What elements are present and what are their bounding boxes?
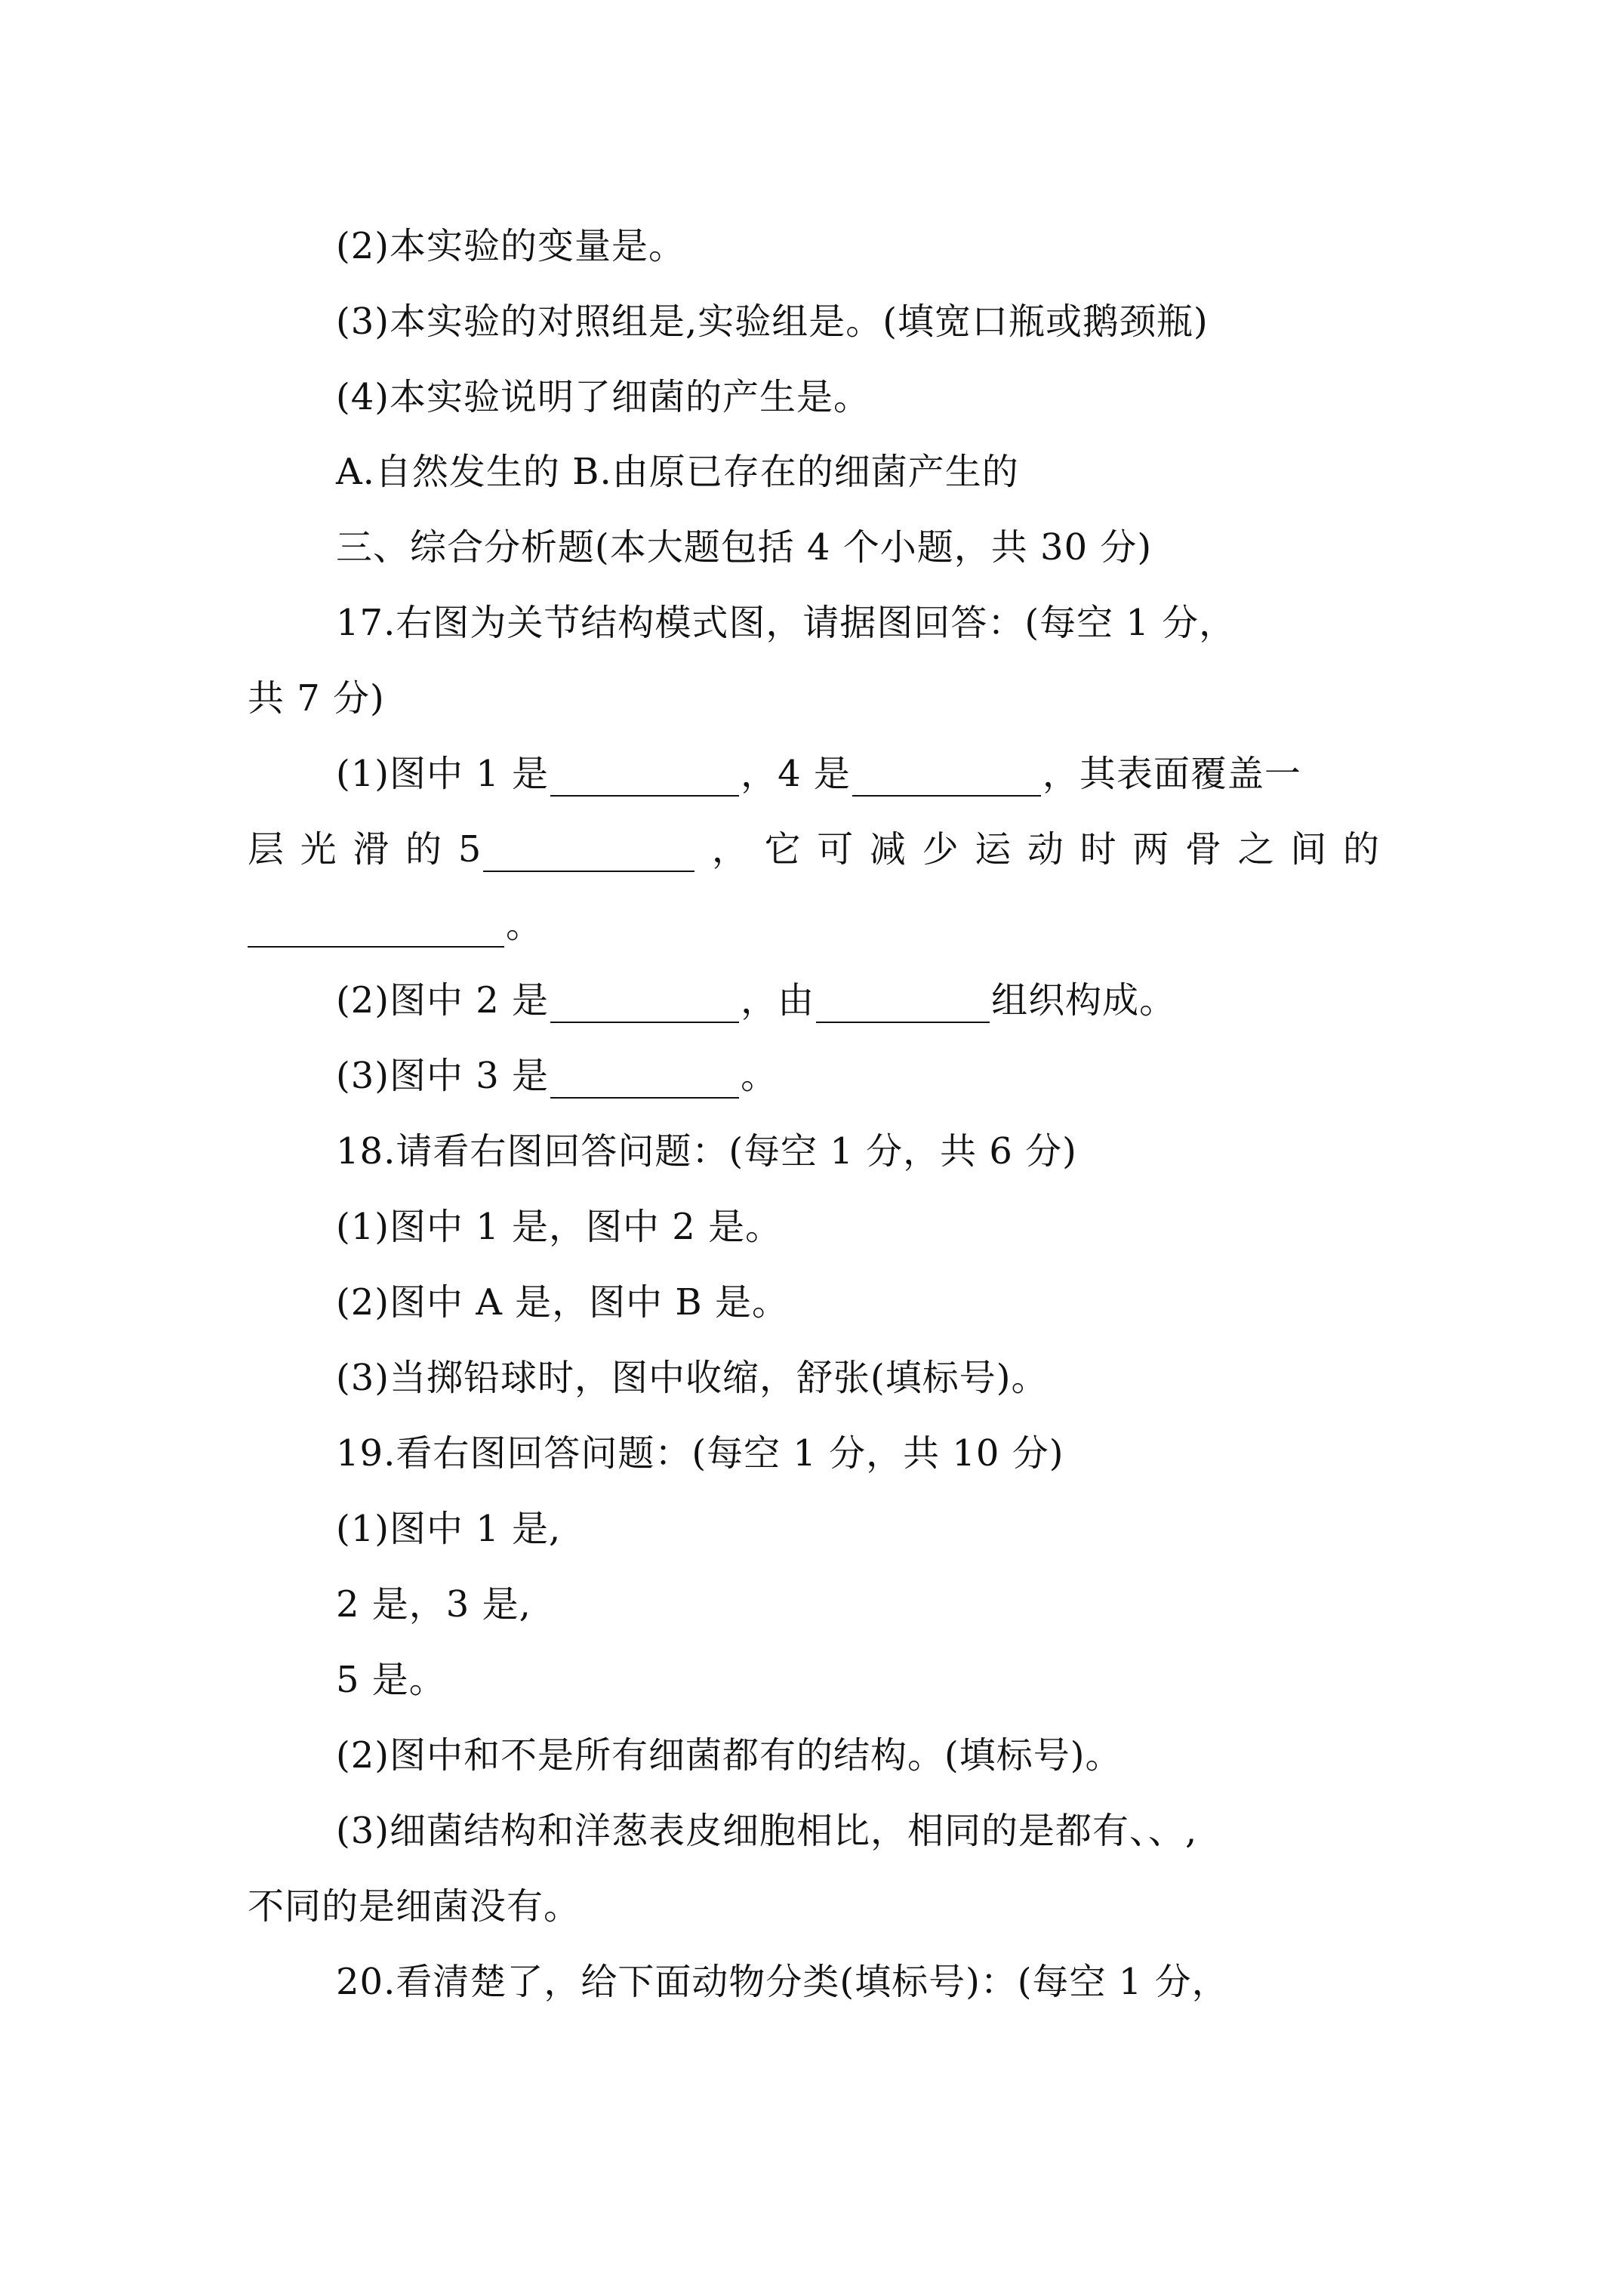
question-18-2: (2)图中 A 是，图中 B 是。 bbox=[336, 1281, 789, 1324]
question-17-3 bbox=[336, 1053, 778, 1099]
q17-1-char: 少 bbox=[922, 828, 959, 871]
q17-1-char: 运 bbox=[975, 828, 1012, 871]
q17-1-char: 时 bbox=[1079, 828, 1117, 871]
q17-1-char: 的 bbox=[405, 828, 443, 871]
question-17-1-line1 bbox=[336, 751, 1301, 797]
q17-1-end: 。 bbox=[506, 904, 544, 946]
q17-1-char: 之 bbox=[1237, 828, 1275, 871]
question-19-1-a: (1)图中 1 是, bbox=[336, 1508, 562, 1550]
q17-1-text-a: (1)图中 1 是 bbox=[336, 753, 550, 795]
question-19-1-b: 2 是，3 是, bbox=[336, 1583, 531, 1626]
question-19-1-c: 5 是。 bbox=[336, 1659, 446, 1701]
question-17-2 bbox=[336, 978, 1176, 1023]
q17-1-char: 减 bbox=[869, 828, 907, 871]
q17-1-char: 动 bbox=[1027, 828, 1064, 871]
question-18-1: (1)图中 1 是，图中 2 是。 bbox=[336, 1206, 783, 1248]
answer-blank-17-1-c[interactable] bbox=[483, 836, 694, 872]
q17-1-char: ， bbox=[711, 828, 749, 871]
answer-blank-17-3[interactable] bbox=[550, 1062, 739, 1099]
q17-1-text-c: ，其表面覆盖一 bbox=[1042, 753, 1301, 795]
q17-3-text-a: (3)图中 3 是 bbox=[336, 1055, 550, 1097]
q17-1-blank-group bbox=[458, 827, 697, 872]
answer-blank-17-1-b[interactable] bbox=[852, 760, 1041, 797]
question-17-stem-cont: 共 7 分) bbox=[248, 677, 385, 720]
q17-1-char: 它 bbox=[764, 828, 802, 871]
question-18-stem: 18.请看右图回答问题：(每空 1 分，共 6 分) bbox=[336, 1130, 1077, 1173]
question-20-stem: 20.看清楚了，给下面动物分类(填标号)：(每空 1 分， bbox=[336, 1961, 1229, 2003]
q17-1-char: 可 bbox=[817, 828, 855, 871]
question-17-stem: 17.右图为关节结构模式图，请据图回答：(每空 1 分， bbox=[336, 602, 1236, 644]
question-18-3: (3)当掷铅球时，图中收缩，舒张(填标号)。 bbox=[336, 1357, 1049, 1399]
q17-1-char: 层 bbox=[248, 828, 285, 871]
q17-1-char: 的 bbox=[1342, 828, 1380, 871]
q17-1-char: 光 bbox=[300, 828, 337, 871]
q17-1-char: 间 bbox=[1290, 828, 1328, 871]
answer-blank-17-1-d[interactable] bbox=[248, 911, 504, 948]
question-17-1-line3 bbox=[248, 902, 543, 948]
question-19-2: (2)图中和不是所有细菌都有的结构。(填标号)。 bbox=[336, 1734, 1123, 1777]
question-19-3-b: 不同的是细菌没有。 bbox=[248, 1885, 581, 1928]
question-19-stem: 19.看右图回答问题：(每空 1 分，共 10 分) bbox=[336, 1432, 1064, 1475]
section-3-heading: 三、综合分析题(本大题包括 4 个小题，共 30 分) bbox=[336, 526, 1153, 569]
q17-2-text-a: (2)图中 2 是 bbox=[336, 979, 550, 1022]
q17-1-char: 5 bbox=[457, 828, 482, 871]
question-16-3: (3)本实验的对照组是,实验组是。(填宽口瓶或鹅颈瓶) bbox=[336, 300, 1209, 343]
q17-2-text-b: ，由 bbox=[741, 979, 815, 1022]
question-19-3-a: (3)细菌结构和洋葱表皮细胞相比，相同的是都有、、, bbox=[336, 1810, 1198, 1852]
question-16-options: A.自然发生的 B.由原已存在的细菌产生的 bbox=[336, 451, 1019, 493]
q17-2-text-c: 组织构成。 bbox=[991, 979, 1177, 1022]
question-16-2: (2)本实验的变量是。 bbox=[336, 225, 685, 267]
q17-1-char: 滑 bbox=[353, 828, 390, 871]
q17-1-text-b: ，4 是 bbox=[741, 753, 851, 795]
q17-1-char: 骨 bbox=[1184, 828, 1222, 871]
q17-1-char: 两 bbox=[1132, 828, 1170, 871]
answer-blank-17-1-a[interactable] bbox=[550, 760, 739, 797]
answer-blank-17-2-b[interactable] bbox=[816, 987, 990, 1023]
question-17-1-line2 bbox=[248, 827, 1380, 872]
q17-3-text-b: 。 bbox=[741, 1055, 778, 1097]
answer-blank-17-2-a[interactable] bbox=[550, 987, 739, 1023]
question-16-4: (4)本实验说明了细菌的产生是。 bbox=[336, 376, 870, 418]
